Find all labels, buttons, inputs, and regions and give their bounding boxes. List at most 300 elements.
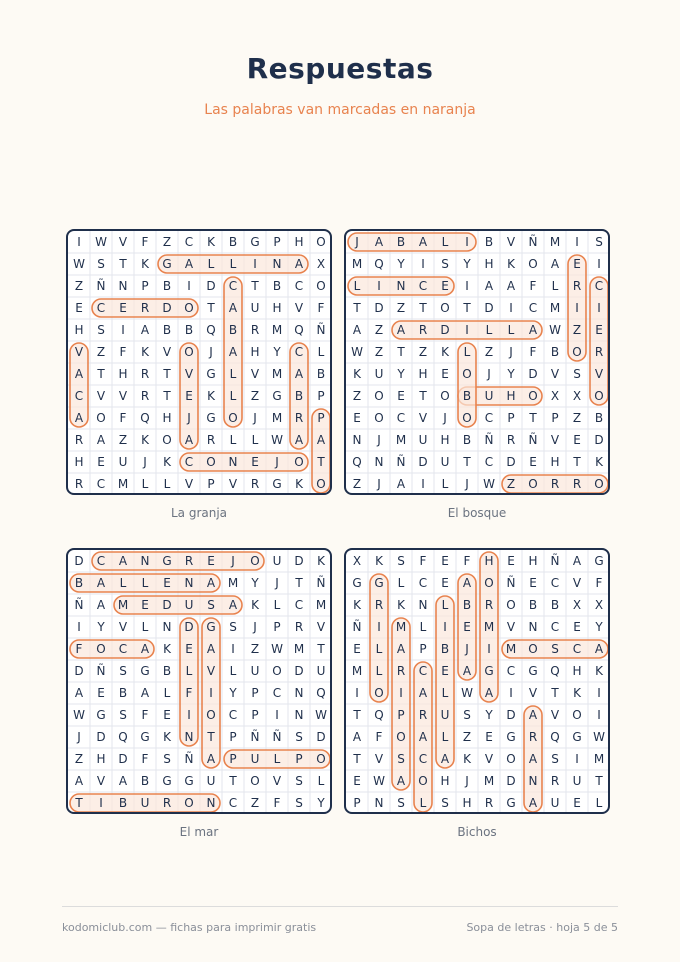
- letter-cell: L: [141, 620, 149, 634]
- letter-cell: Ñ: [396, 455, 406, 469]
- letter-cell: E: [529, 576, 537, 590]
- letter-cell: L: [229, 433, 237, 447]
- letter-cell: U: [140, 796, 150, 810]
- letter-cell: U: [440, 708, 450, 722]
- letter-cell: K: [141, 345, 149, 359]
- letter-cell: G: [374, 576, 384, 590]
- letter-cell: B: [396, 235, 406, 249]
- letter-cell: J: [143, 455, 147, 469]
- letter-cell: C: [506, 664, 516, 678]
- letter-cell: K: [397, 598, 405, 612]
- letter-cell: T: [75, 796, 83, 810]
- letter-cell: S: [295, 730, 303, 744]
- letter-cell: P: [353, 796, 361, 810]
- letter-cell: S: [595, 235, 603, 249]
- letter-cell: Y: [229, 686, 237, 700]
- letter-cell: T: [229, 774, 237, 788]
- letter-cell: C: [228, 279, 238, 293]
- letter-cell: R: [74, 477, 84, 491]
- letter-cell: A: [440, 752, 450, 766]
- letter-cell: H: [74, 323, 84, 337]
- letter-cell: K: [595, 455, 603, 469]
- letter-cell: I: [421, 477, 425, 491]
- letter-cell: V: [572, 576, 582, 590]
- letter-cell: G: [528, 664, 538, 678]
- letter-cell: G: [206, 620, 216, 634]
- letter-cell: Z: [352, 477, 362, 491]
- grid-row: [346, 660, 608, 682]
- letter-cell: F: [375, 730, 383, 744]
- letter-cell: F: [141, 752, 149, 766]
- letter-cell: R: [140, 367, 150, 381]
- letter-cell: U: [250, 752, 260, 766]
- letter-cell: O: [250, 774, 260, 788]
- letter-cell: Q: [374, 708, 384, 722]
- grid-row: [68, 550, 330, 572]
- letter-cell: T: [353, 301, 361, 315]
- letter-cell: P: [419, 642, 427, 656]
- letter-cell: Z: [374, 323, 384, 337]
- letter-cell: W: [593, 730, 605, 744]
- letter-cell: N: [396, 279, 406, 293]
- letter-cell: R: [250, 323, 260, 337]
- letter-cell: R: [294, 620, 304, 634]
- letter-cell: D: [594, 433, 604, 447]
- letter-cell: J: [275, 455, 279, 469]
- letter-cell: J: [509, 345, 513, 359]
- letter-cell: C: [550, 620, 560, 634]
- letter-cell: O: [184, 345, 194, 359]
- letter-cell: V: [528, 686, 538, 700]
- letter-cell: Q: [550, 730, 560, 744]
- letter-cell: E: [163, 708, 171, 722]
- letter-cell: N: [118, 279, 128, 293]
- letter-cell: O: [206, 455, 216, 469]
- letter-cell: Z: [74, 279, 84, 293]
- grid-row: [68, 341, 330, 363]
- letter-cell: S: [97, 323, 105, 337]
- letter-cell: M: [549, 301, 561, 315]
- puzzle-caption-bosque: El bosque: [447, 506, 507, 520]
- letter-cell: O: [96, 642, 106, 656]
- letter-cell: Z: [572, 411, 582, 425]
- letter-cell: L: [207, 257, 215, 271]
- letter-cell: O: [316, 477, 326, 491]
- letter-cell: O: [374, 411, 384, 425]
- letter-cell: L: [463, 345, 471, 359]
- letter-cell: A: [140, 642, 150, 656]
- letter-cell: Y: [397, 257, 405, 271]
- letter-cell: T: [97, 367, 105, 381]
- letter-cell: A: [396, 323, 406, 337]
- page-subtitle: Las palabras van marcadas en naranja: [204, 102, 476, 118]
- letter-cell: C: [184, 235, 194, 249]
- letter-cell: Z: [352, 389, 362, 403]
- letter-cell: I: [209, 686, 213, 700]
- letter-cell: H: [506, 389, 516, 403]
- letter-cell: G: [206, 411, 216, 425]
- letter-cell: V: [250, 367, 260, 381]
- puzzle-mar: [66, 548, 332, 814]
- letter-cell: F: [141, 235, 149, 249]
- letter-cell: R: [550, 477, 560, 491]
- letter-cell: S: [207, 598, 215, 612]
- letter-cell: K: [507, 257, 515, 271]
- letter-cell: R: [140, 301, 150, 315]
- letter-cell: Ñ: [250, 730, 260, 744]
- letter-cell: M: [271, 367, 283, 381]
- letter-cell: Q: [294, 323, 304, 337]
- letter-cell: M: [117, 477, 129, 491]
- letter-cell: S: [441, 796, 449, 810]
- letter-cell: Z: [250, 796, 260, 810]
- letter-cell: S: [97, 257, 105, 271]
- letter-cell: S: [573, 367, 581, 381]
- letter-cell: H: [462, 796, 472, 810]
- letter-cell: V: [374, 752, 384, 766]
- letter-cell: H: [96, 752, 106, 766]
- letter-cell: I: [231, 642, 235, 656]
- letter-cell: L: [141, 477, 149, 491]
- letter-cell: B: [316, 367, 326, 381]
- letter-cell: A: [228, 345, 238, 359]
- letter-cell: N: [272, 257, 282, 271]
- letter-cell: F: [463, 554, 471, 568]
- letter-cell: W: [95, 235, 107, 249]
- footer-page-label: Sopa de letras · hoja 5 de 5: [466, 921, 618, 934]
- grid-row: [346, 231, 608, 253]
- letter-cell: J: [487, 367, 491, 381]
- letter-cell: B: [140, 774, 150, 788]
- letter-cell: B: [484, 235, 494, 249]
- letter-cell: Z: [162, 235, 172, 249]
- letter-cell: O: [272, 664, 282, 678]
- letter-cell: H: [118, 367, 128, 381]
- letter-cell: P: [229, 752, 237, 766]
- letter-cell: U: [316, 664, 326, 678]
- letter-cell: A: [418, 730, 428, 744]
- letter-cell: P: [251, 708, 259, 722]
- letter-cell: E: [251, 455, 259, 469]
- letter-cell: O: [594, 477, 604, 491]
- letter-cell: P: [273, 235, 281, 249]
- letter-cell: W: [315, 708, 327, 722]
- letter-cell: L: [317, 774, 325, 788]
- letter-cell: F: [595, 576, 603, 590]
- letter-cell: A: [506, 279, 516, 293]
- letter-cell: I: [99, 796, 103, 810]
- grid-row: [346, 341, 608, 363]
- letter-cell: V: [96, 774, 106, 788]
- letter-cell: M: [395, 433, 407, 447]
- letter-cell: J: [209, 345, 213, 359]
- letter-cell: A: [228, 598, 238, 612]
- letter-cell: D: [184, 620, 194, 634]
- letter-cell: L: [229, 257, 237, 271]
- letter-cell: M: [271, 411, 283, 425]
- letter-cell: Z: [118, 433, 128, 447]
- letter-cell: C: [484, 411, 494, 425]
- letter-cell: U: [484, 389, 494, 403]
- letter-cell: I: [253, 257, 257, 271]
- letter-cell: K: [207, 235, 215, 249]
- letter-cell: R: [572, 477, 582, 491]
- letter-cell: T: [529, 411, 537, 425]
- letter-cell: D: [440, 323, 450, 337]
- letter-cell: V: [550, 708, 560, 722]
- letter-cell: O: [440, 389, 450, 403]
- letter-cell: L: [419, 620, 427, 634]
- letter-cell: J: [443, 411, 447, 425]
- letter-cell: V: [594, 367, 604, 381]
- letter-cell: O: [418, 774, 428, 788]
- letter-cell: I: [509, 686, 513, 700]
- letter-cell: O: [572, 708, 582, 722]
- letter-cell: C: [294, 345, 304, 359]
- letter-cell: H: [162, 411, 172, 425]
- letter-cell: A: [74, 774, 84, 788]
- letter-cell: L: [441, 235, 449, 249]
- letter-cell: A: [294, 257, 304, 271]
- letter-cell: T: [419, 389, 427, 403]
- letter-cell: D: [206, 279, 216, 293]
- letter-cell: T: [251, 279, 259, 293]
- letter-cell: F: [141, 708, 149, 722]
- letter-cell: E: [353, 411, 361, 425]
- letter-cell: Y: [485, 708, 493, 722]
- letter-cell: E: [441, 279, 449, 293]
- grid-row: [68, 363, 330, 385]
- letter-cell: W: [549, 323, 561, 337]
- letter-cell: V: [418, 411, 428, 425]
- letter-cell: A: [206, 642, 216, 656]
- letter-cell: H: [484, 257, 494, 271]
- letter-cell: N: [528, 620, 538, 634]
- letter-cell: T: [317, 642, 325, 656]
- grid-row: [68, 616, 330, 638]
- grid-row: [346, 704, 608, 726]
- letter-cell: O: [316, 235, 326, 249]
- letter-cell: J: [253, 620, 257, 634]
- letter-cell: M: [117, 598, 129, 612]
- letter-cell: L: [441, 730, 449, 744]
- grid-row: [346, 770, 608, 792]
- letter-cell: Q: [352, 455, 362, 469]
- letter-cell: T: [397, 345, 405, 359]
- letter-cell: P: [207, 477, 215, 491]
- letter-cell: N: [374, 455, 384, 469]
- letter-cell: F: [273, 796, 281, 810]
- letter-cell: O: [528, 477, 538, 491]
- letter-cell: K: [295, 477, 303, 491]
- letter-cell: N: [184, 576, 194, 590]
- letter-cell: V: [316, 620, 326, 634]
- letter-cell: W: [483, 477, 495, 491]
- letter-cell: S: [551, 752, 559, 766]
- letter-cell: O: [440, 301, 450, 315]
- letter-cell: L: [273, 752, 281, 766]
- letter-cell: W: [373, 774, 385, 788]
- letter-cell: L: [251, 433, 259, 447]
- letter-cell: V: [550, 433, 560, 447]
- grid-row: [68, 231, 330, 253]
- grid-row: [346, 275, 608, 297]
- letter-cell: Z: [462, 730, 472, 744]
- letter-cell: D: [528, 367, 538, 381]
- letter-cell: Y: [595, 620, 603, 634]
- letter-cell: R: [484, 598, 494, 612]
- letter-cell: F: [119, 345, 127, 359]
- letter-cell: L: [273, 598, 281, 612]
- letter-cell: Z: [250, 389, 260, 403]
- letter-cell: B: [294, 389, 304, 403]
- letter-cell: N: [228, 455, 238, 469]
- grid-row: [346, 451, 608, 473]
- footer-site: kodomiclub.com — fichas para imprimir gratis: [62, 921, 317, 934]
- letter-cell: T: [353, 752, 361, 766]
- letter-cell: A: [316, 433, 326, 447]
- letter-cell: C: [484, 455, 494, 469]
- letter-cell: A: [118, 774, 128, 788]
- letter-cell: A: [594, 642, 604, 656]
- letter-cell: F: [75, 642, 83, 656]
- letter-cell: J: [355, 235, 359, 249]
- letter-cell: O: [528, 257, 538, 271]
- letter-cell: I: [421, 257, 425, 271]
- letter-cell: B: [118, 796, 128, 810]
- letter-cell: I: [187, 279, 191, 293]
- letter-cell: C: [396, 411, 406, 425]
- letter-cell: Z: [96, 345, 106, 359]
- letter-cell: E: [529, 455, 537, 469]
- letter-cell: T: [463, 301, 471, 315]
- letter-cell: I: [465, 235, 469, 249]
- letter-cell: C: [96, 554, 106, 568]
- letter-cell: S: [229, 620, 237, 634]
- letter-cell: T: [119, 257, 127, 271]
- letter-cell: P: [397, 708, 405, 722]
- letter-cell: X: [572, 598, 582, 612]
- letter-cell: A: [572, 554, 582, 568]
- grid-row: [346, 638, 608, 660]
- letter-cell: G: [484, 664, 494, 678]
- letter-cell: Ñ: [316, 576, 326, 590]
- letter-cell: B: [528, 598, 538, 612]
- letter-cell: M: [315, 598, 327, 612]
- letter-cell: E: [573, 620, 581, 634]
- letter-cell: T: [551, 686, 559, 700]
- puzzle-granja: [66, 229, 332, 495]
- letter-cell: I: [597, 301, 601, 315]
- letter-cell: B: [462, 389, 472, 403]
- letter-cell: V: [506, 620, 516, 634]
- letter-cell: N: [162, 620, 172, 634]
- letter-cell: Z: [374, 345, 384, 359]
- letter-cell: G: [140, 730, 150, 744]
- letter-cell: J: [465, 642, 469, 656]
- letter-cell: G: [572, 730, 582, 744]
- letter-cell: W: [73, 257, 85, 271]
- letter-cell: Ñ: [316, 323, 326, 337]
- letter-cell: C: [228, 796, 238, 810]
- letter-cell: G: [352, 576, 362, 590]
- letter-cell: Ñ: [506, 576, 516, 590]
- letter-cell: A: [484, 279, 494, 293]
- letter-cell: X: [352, 554, 362, 568]
- grid-row: [346, 473, 608, 495]
- letter-cell: B: [462, 598, 472, 612]
- letter-cell: N: [294, 686, 304, 700]
- letter-cell: U: [440, 455, 450, 469]
- grid-row: [346, 363, 608, 385]
- letter-cell: A: [528, 796, 538, 810]
- letter-cell: O: [162, 433, 172, 447]
- letter-cell: V: [506, 235, 516, 249]
- letter-cell: O: [594, 389, 604, 403]
- letter-cell: V: [118, 620, 128, 634]
- letter-cell: L: [397, 576, 405, 590]
- letter-cell: L: [185, 664, 193, 678]
- letter-cell: U: [572, 774, 582, 788]
- letter-cell: O: [506, 598, 516, 612]
- letter-cell: T: [595, 774, 603, 788]
- letter-cell: T: [295, 576, 303, 590]
- letter-cell: V: [96, 389, 106, 403]
- letter-cell: Q: [316, 686, 326, 700]
- letter-cell: G: [250, 235, 260, 249]
- letter-cell: U: [550, 796, 560, 810]
- letter-cell: A: [228, 301, 238, 315]
- letter-cell: J: [377, 433, 381, 447]
- letter-cell: T: [317, 455, 325, 469]
- letter-cell: V: [206, 664, 216, 678]
- letter-cell: T: [207, 730, 215, 744]
- letter-cell: S: [463, 708, 471, 722]
- letter-cell: H: [272, 301, 282, 315]
- letter-cell: K: [463, 752, 471, 766]
- letter-cell: K: [163, 730, 171, 744]
- grid-row: [68, 682, 330, 704]
- letter-cell: E: [595, 323, 603, 337]
- letter-cell: B: [272, 279, 282, 293]
- letter-cell: F: [119, 411, 127, 425]
- grid-row: [68, 429, 330, 451]
- letter-cell: Y: [97, 620, 105, 634]
- letter-cell: L: [229, 367, 237, 381]
- letter-cell: G: [184, 774, 194, 788]
- letter-cell: B: [228, 323, 238, 337]
- letter-cell: R: [140, 389, 150, 403]
- letter-cell: Z: [484, 345, 494, 359]
- letter-cell: B: [228, 235, 238, 249]
- grid-row: [346, 407, 608, 429]
- letter-cell: F: [419, 554, 427, 568]
- letter-cell: Ñ: [484, 433, 494, 447]
- grid-row: [346, 550, 608, 572]
- letter-cell: F: [529, 345, 537, 359]
- letter-cell: D: [506, 455, 516, 469]
- letter-cell: O: [528, 642, 538, 656]
- grid-row: [346, 429, 608, 451]
- letter-cell: O: [228, 411, 238, 425]
- grid-row: [68, 253, 330, 275]
- letter-cell: V: [118, 235, 128, 249]
- letter-cell: L: [229, 664, 237, 678]
- letter-cell: V: [484, 752, 494, 766]
- letter-cell: J: [77, 730, 81, 744]
- letter-cell: Y: [273, 345, 281, 359]
- grid-row: [346, 748, 608, 770]
